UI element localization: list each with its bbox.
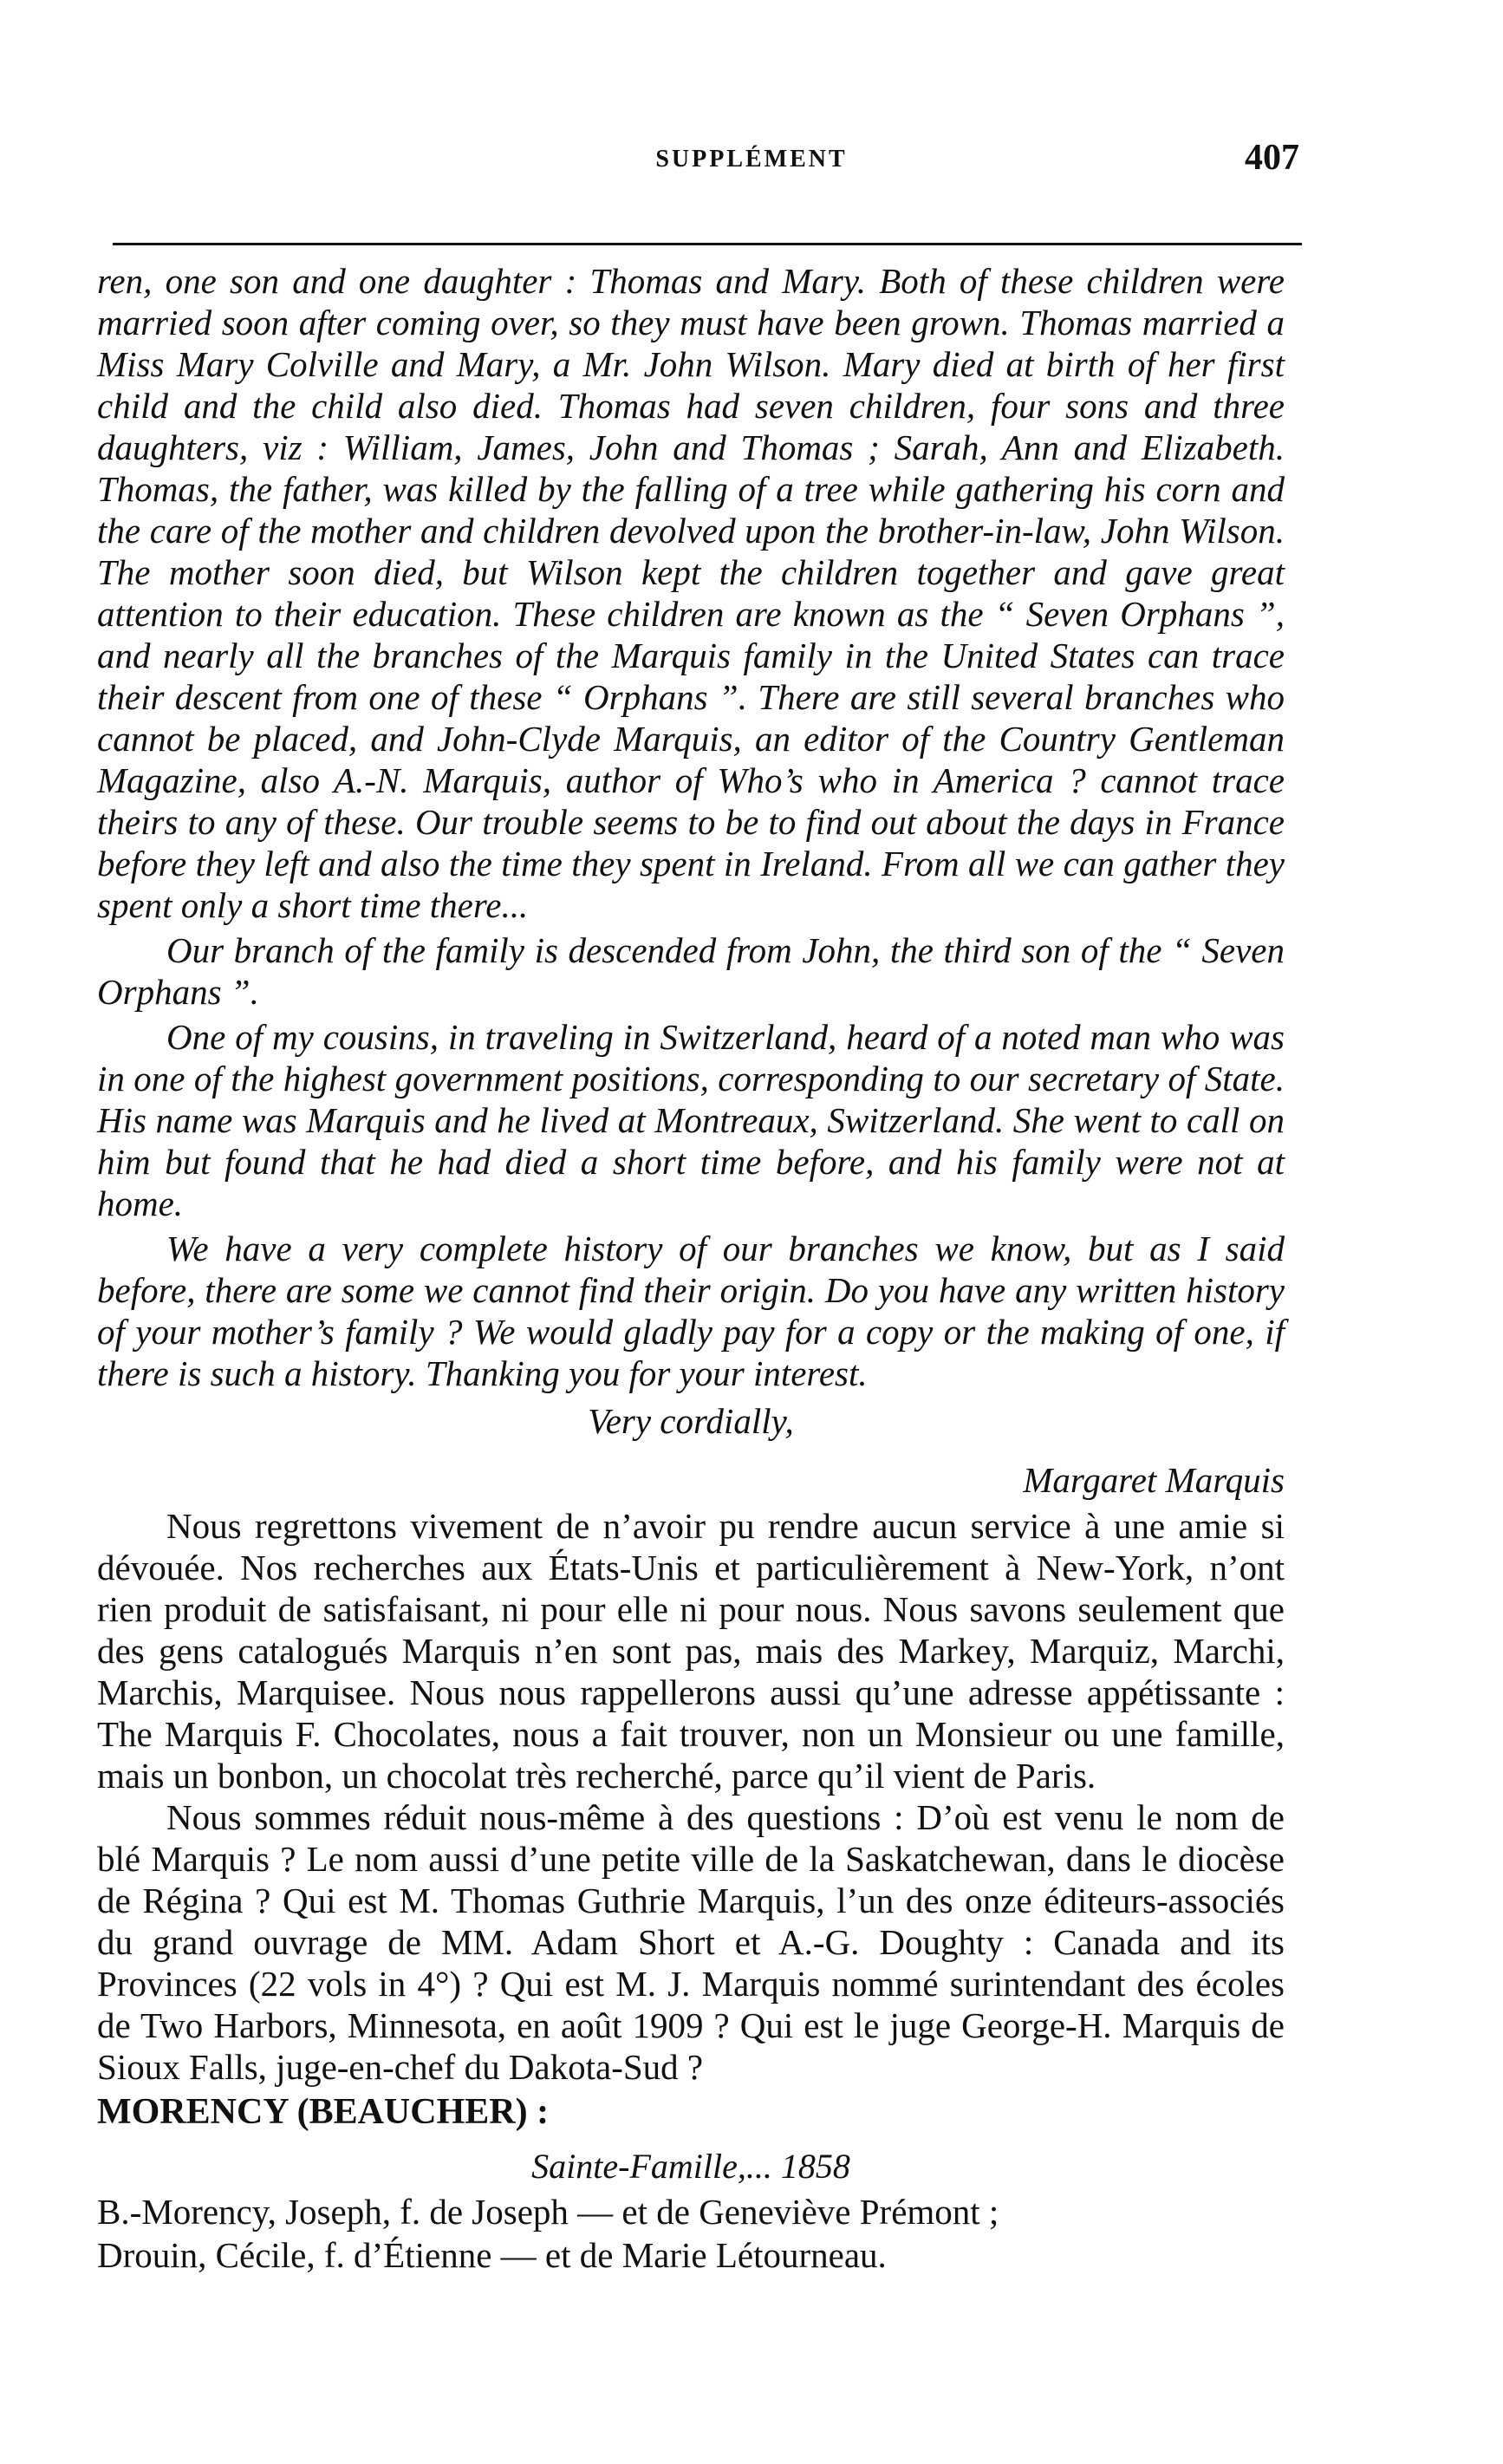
letter-paragraph: ren, one son and one daughter : Thomas and Mary. Both of these children were married soon after coming over, so they must have been grown. Thomas married a Miss Mary Colville and Mary, a Mr. John Wilson. Mary died at birth of her first child and the child also died. Thomas had seven children, four sons and three daughters, viz : William, James, John and Thomas ; Sarah, Ann and Elizabeth. Thomas, the father, was killed by the falling of a tree while gathering his corn and the care of the mother and children devolved upon the brother-in-law, John Wilson. The mother soon died, but Wilson kept the children together and gave great attention to their education. These children are known as the “ Seven Orphans ”, and nearly all the branches of the Marquis family in the United States can trace their descent from one of these “ Orphans ”. There are still several branches who cannot be placed, and John-Clyde Marquis, an editor of the Country Gentleman Magazine, also A.-N. Marquis, author of Who’s who in America ? cannot trace theirs to any of these. Our trouble seems to be to find out about the days in France before they left and also the time they spent in Ireland. From all we can gather they spent only a short time there... (97, 261, 1285, 925)
running-head: SUPPLÉMENT (655, 146, 848, 173)
genealogy-section (97, 2089, 1285, 2277)
letter-signature: Margaret Marquis (1023, 1460, 1285, 1500)
french-commentary (97, 1505, 1285, 2088)
genealogy-entry: Drouin, Cécile, f. d’Étienne — et de Marie Létourneau. (97, 2235, 887, 2275)
page-body (97, 260, 1285, 2277)
header-rule (113, 243, 1302, 245)
place-date: Sainte-Famille,... 1858 (531, 2147, 850, 2186)
page-number: 407 (1245, 138, 1299, 178)
page-header (0, 138, 1503, 198)
letter-paragraph: Our branch of the family is descended from John, the third son of the “ Seven Orphans ”. (97, 930, 1285, 1012)
letter-paragraph: One of my cousins, in traveling in Switzerland, heard of a noted man who was in one of the highest government positions, corresponding to our secretary of State. His name was Marquis and he lived at Montreaux, Switzerland. She went to call on him but found that he had died a short time before, and his family were not at home. (97, 1017, 1285, 1223)
french-paragraph: Nous regrettons vivement de n’avoir pu rendre aucun service à une amie si dévouée. Nos recherches aux États-Unis et particulièrement à New-York, n’ont rien produit de satisfaisant, ni pour elle ni pour nous. Nous savons seulement que des gens catalogués Marquis n’en sont pas, mais des Markey, Marquiz, Marchi, Marchis, Marquisee. Nous nous rappellerons aussi qu’une adresse appétissante : The Marquis F. Chocolates, nous a fait trouver, non un Monsieur ou une famille, mais un bonbon, un chocolat très recherché, parce qu’il vient de Paris. (97, 1506, 1285, 1796)
section-heading: MORENCY (BEAUCHER) : (97, 2092, 550, 2132)
french-paragraph: Nous sommes réduit nous-même à des questions : D’où est venu le nom de blé Marquis ? Le nom aussi d’une petite ville de la Saskatchewan, dans le diocèse de Régina ? Qui est M. Thomas Guthrie Marquis, l’un des onze éditeurs-associés du grand ouvrage de MM. Adam Short et A.-G. Doughty : Canada and its Provinces (22 vols in 4°) ? Qui est M. J. Marquis nommé surintendant des écoles de Two Harbors, Minnesota, en août 1909 ? Qui est le juge George-H. Marquis de Sioux Falls, juge-en-chef du Dakota-Sud ? (97, 1797, 1285, 2087)
letter-paragraph: We have a very complete history of our branches we know, but as I said before, there are some we cannot find their origin. Do you have any written history of your mother’s family ? We would gladly pay for a copy or the making of one, if there is such a history. Thanking you for your interest. (97, 1229, 1285, 1393)
letter-closing: Very cordially, (588, 1401, 794, 1441)
genealogy-entry: B.-Morency, Joseph, f. de Joseph — et de Geneviève Prémont ; (97, 2192, 999, 2232)
english-letter (97, 260, 1285, 1502)
